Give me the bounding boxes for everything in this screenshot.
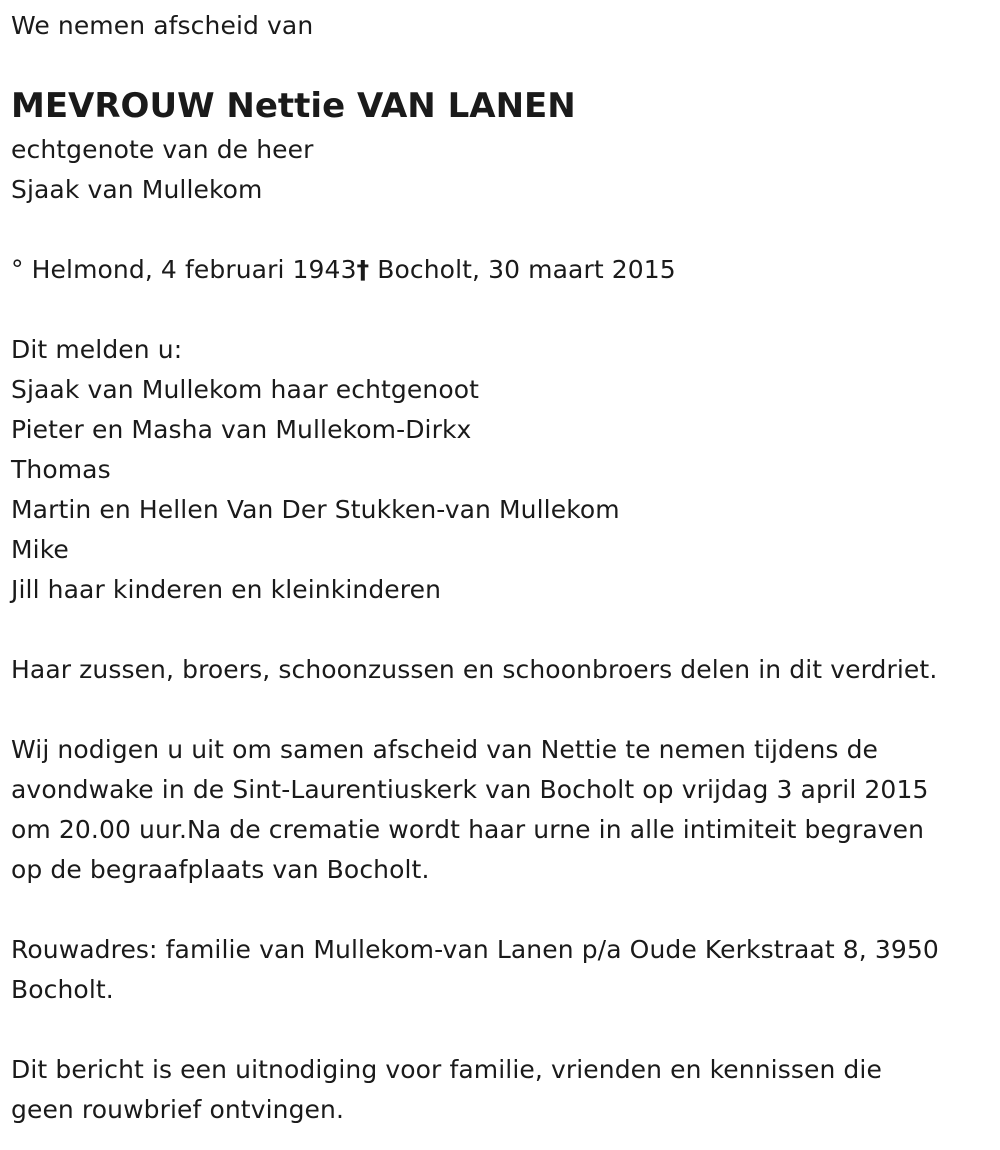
announcer-line: Pieter en Masha van Mullekom-Dirkx — [11, 415, 472, 444]
cross-icon: † — [356, 255, 370, 284]
obituary-notice — [11, 6, 996, 1130]
deceased-name: MEVROUW Nettie VAN LANEN — [11, 86, 576, 126]
spacer — [11, 690, 996, 730]
spacer — [11, 610, 996, 650]
announcer-line: Sjaak van Mullekom haar echtgenoot — [11, 375, 480, 404]
announcer-line: Martin en Hellen Van Der Stukken-van Mullekom — [11, 495, 620, 524]
spouse-name: Sjaak van Mullekom — [11, 175, 263, 204]
announcer-line: Jill haar kinderen en kleinkinderen — [11, 575, 442, 604]
invitation-line: op de begraafplaats van Bocholt. — [11, 855, 430, 884]
spacer — [11, 1010, 996, 1050]
spacer — [11, 210, 996, 250]
spouse-line: echtgenote van de heer — [11, 135, 314, 164]
siblings-text: Haar zussen, broers, schoonzussen en schoonbroers delen in dit verdriet. — [11, 655, 938, 684]
announcers-heading: Dit melden u: — [11, 335, 183, 364]
closing-line: Dit bericht is een uitnodiging voor familie, vrienden en kennissen die — [11, 1055, 882, 1084]
spacer — [11, 890, 996, 930]
closing-line: geen rouwbrief ontvingen. — [11, 1095, 345, 1124]
announcer-line: Mike — [11, 535, 69, 564]
address-line: Rouwadres: familie van Mullekom-van Lanen p/a Oude Kerkstraat 8, 3950 — [11, 935, 939, 964]
invitation-line: Wij nodigen u uit om samen afscheid van Nettie te nemen tijdens de — [11, 735, 879, 764]
intro-text: We nemen afscheid van — [11, 11, 314, 40]
invitation-line: om 20.00 uur.Na de crematie wordt haar urne in alle intimiteit begraven — [11, 815, 925, 844]
life-dates — [11, 250, 996, 290]
announcer-line: Thomas — [11, 455, 111, 484]
death-date: Bocholt, 30 maart 2015 — [369, 255, 676, 284]
birth-date: ° Helmond, 4 februari 1943 — [11, 255, 357, 284]
spacer — [11, 290, 996, 330]
address-line: Bocholt. — [11, 975, 114, 1004]
invitation-line: avondwake in de Sint-Laurentiuskerk van Bocholt op vrijdag 3 april 2015 — [11, 775, 929, 804]
